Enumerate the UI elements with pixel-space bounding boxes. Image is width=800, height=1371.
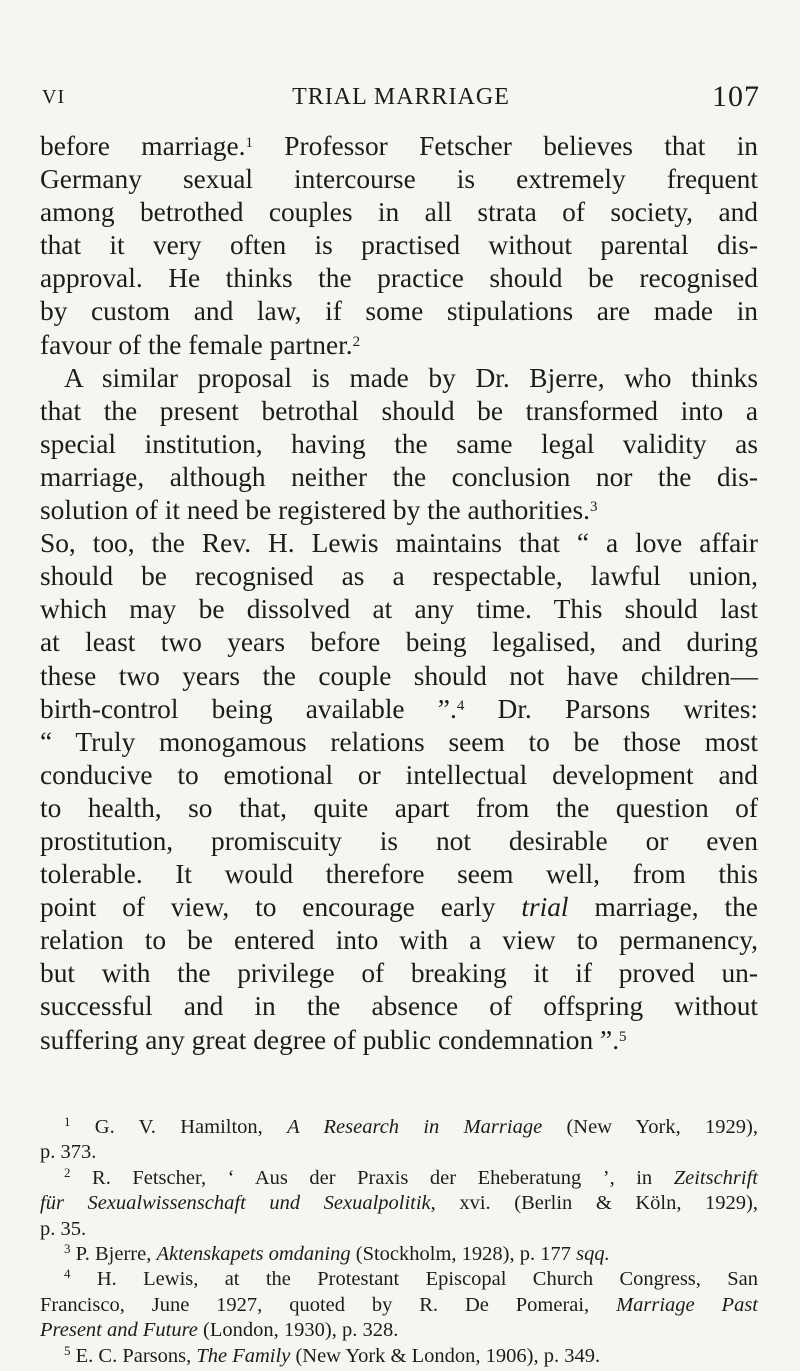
text-line: by custom and law, if some stipulations are made in [40,296,758,327]
text-line: A similar proposal is made by Dr. Bjerre, who thinks [64,362,758,393]
text-line: point of view, to encourage early trial marriage, the [40,892,758,923]
text-line: at least two years before being legalised, and during [40,627,758,658]
footnote-4-end: Present and Future (London, 1930), p. 328. [40,1319,399,1342]
footnote-3: $^3$ P. Bjerre, Aktenskapets omdaning (Stockholm, 1928), p. 177 sqq. [64,1240,610,1265]
footnote-ref: 1 [245,134,253,151]
body-text [40,130,758,1057]
footnote-5: $^5$ E. C. Parsons, The Family (New York & London, 1906), p. 349. [64,1342,601,1367]
text-line: birth-control being available ”.$^4$ Dr. Parsons writes: [40,693,758,724]
text-line: relation to be entered into with a view to permanency, [40,925,758,956]
text-line: conducive to emotional or intellectual development and [40,759,758,790]
text-line: but with the privilege of breaking it if proved un- [40,958,758,989]
text-line: before marriage.$^1$ Professor Fetscher believes that in [40,131,758,161]
footnote-ref: 3 [589,498,598,515]
text-line: “ Truly monogamous relations seem to be those most [40,726,758,757]
text-line: tolerable. It would therefore seem well, from this [40,859,758,890]
footnote-2-cont: für Sexualwissenschaft und Sexualpolitik, xvi. (Berlin & Köln, 1929), [40,1192,759,1215]
text-line: special institution, having the same legal validity as [40,428,758,459]
text-line: Germany sexual intercourse is extremely frequent [40,164,758,195]
text-line: marriage, although neither the conclusion nor the dis- [40,461,758,492]
text-line: that it very often is practised without parental dis- [40,230,758,261]
chapter-number: VI [42,86,66,108]
footnote-2-page: p. 35. [40,1217,87,1240]
running-title: TRIAL MARRIAGE [292,84,510,110]
text-line: solution of it need be registered by the authorities.$^3$ [40,495,598,526]
footnote-ref: 2 [352,333,361,350]
text-line: these two years the couple should not have children— [40,660,758,691]
text-line: should be recognised as a respectable, lawful union, [40,561,758,592]
text-line: favour of the female partner.$^2$ [40,329,361,360]
text-line: among betrothed couples in all strata of society, and [40,197,758,228]
text-line: which may be dissolved at any time. This should last [40,594,758,625]
footnote-1-cont: p. 373. [40,1141,97,1164]
footnote-2: $^2$ R. Fetscher, ‘ Aus der Praxis der Eheberatung ’, in Zeitschrift [64,1164,758,1189]
footnotes [40,1115,758,1369]
text-line: So, too, the Rev. H. Lewis maintains that “ a love affair [40,528,758,559]
footnote-ref: 4 [456,697,465,714]
emphasis-trial: trial [521,892,569,923]
footnote-4-cont: Francisco, June 1927, quoted by R. De Pomerai, Marriage Past [40,1293,758,1316]
footnote-ref: 5 [619,1028,627,1045]
running-header [42,80,760,116]
text-line: suffering any great degree of public condemnation ”.$^5$ [40,1024,627,1055]
text-line: prostitution, promiscuity is not desirable or even [40,825,758,856]
footnote-1: $^1$ G. V. Hamilton, A Research in Marriage (New York, 1929), [64,1113,758,1138]
page-number: 107 [712,80,760,113]
text-line: successful and in the absence of offspring without [40,991,758,1022]
text-line: approval. He thinks the practice should be recognised [40,263,758,294]
text-line: that the present betrothal should be transformed into a [40,395,758,426]
footnote-4: $^4$ H. Lewis, at the Protestant Episcopal Church Congress, San [64,1266,759,1291]
text-line: to health, so that, quite apart from the question of [40,792,758,823]
